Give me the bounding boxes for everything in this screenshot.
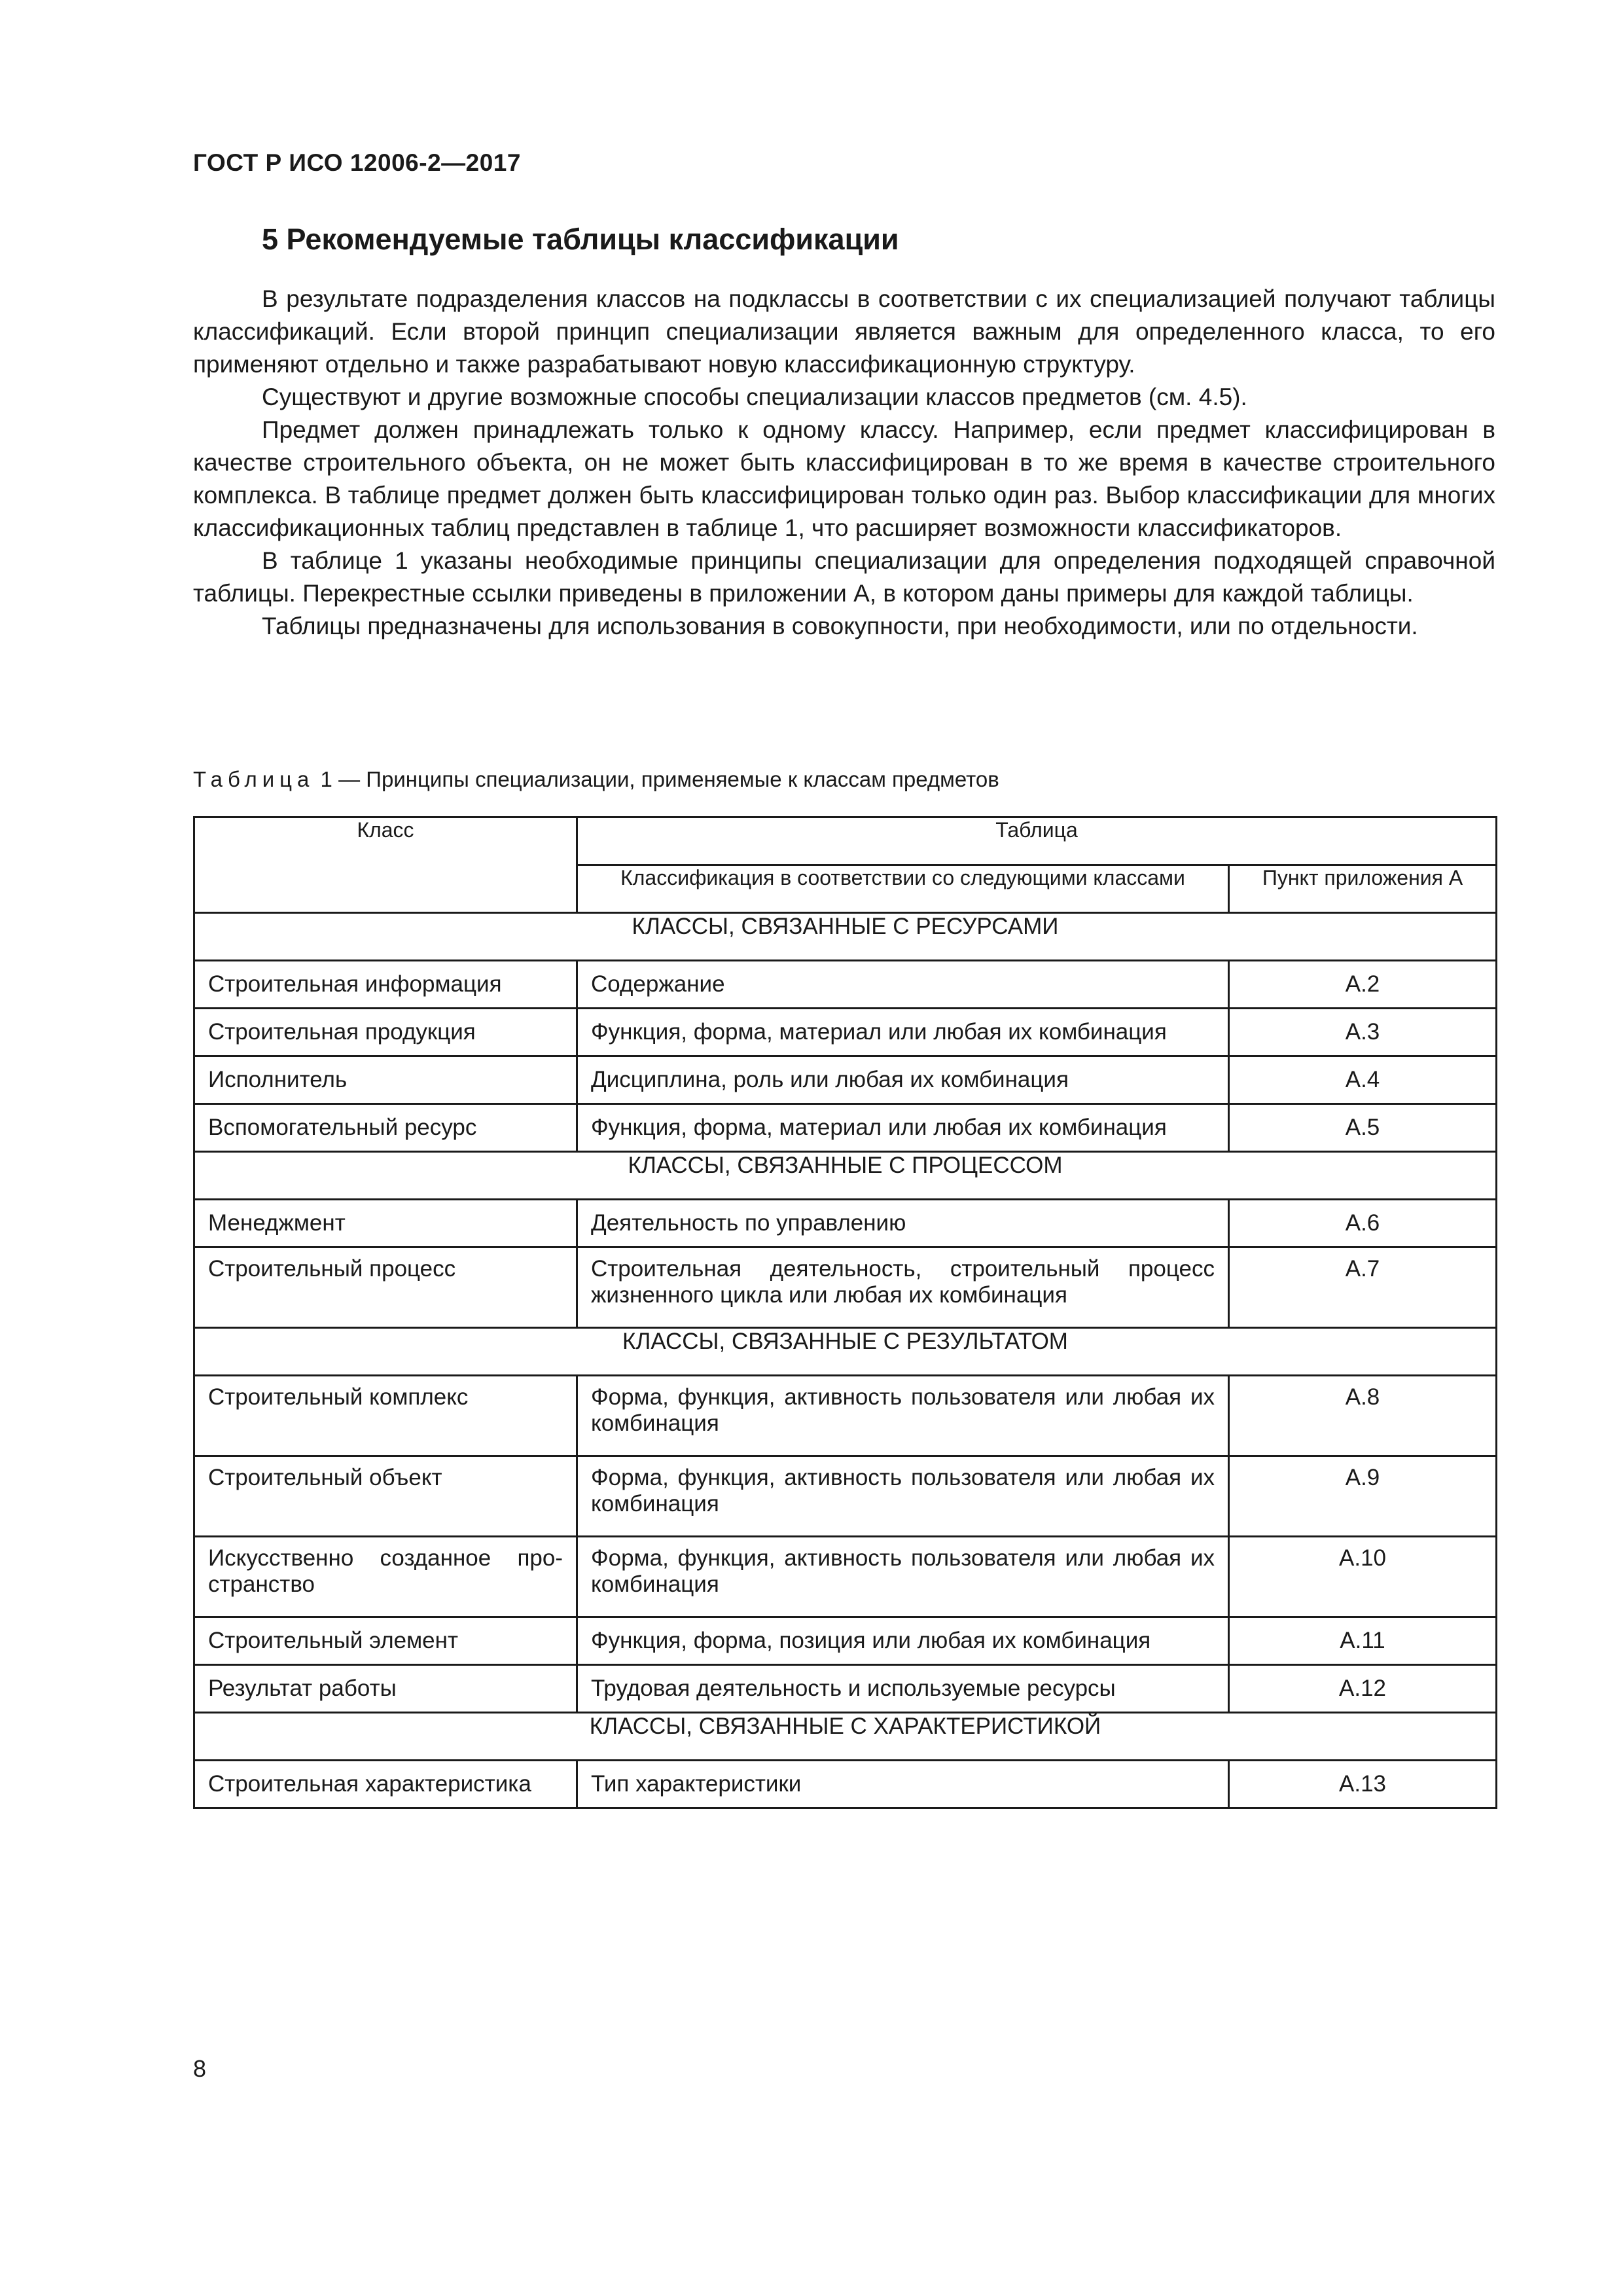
body-text <box>193 283 1495 643</box>
cell-principle: Форма, функция, активность пользователя или любая их комбинация <box>577 1537 1229 1617</box>
header-annex: Пункт приложения А <box>1229 865 1497 913</box>
header-table: Таблица <box>577 817 1497 865</box>
cell-annex: A.9 <box>1229 1456 1497 1537</box>
group-title: КЛАССЫ, СВЯЗАННЫЕ С РЕСУРСАМИ <box>194 913 1497 961</box>
cell-class: Строительный процесс <box>194 1247 577 1328</box>
cell-annex: A.6 <box>1229 1200 1497 1247</box>
table-row <box>194 1761 1497 1808</box>
cell-principle: Форма, функция, активность пользователя или любая их комбинация <box>577 1456 1229 1537</box>
paragraph: В таблице 1 указаны необходимые принципы специализации для определения подходящей справочной таблицы. Перекрестные ссылки приведены в приложении А, в котором даны примеры для каждой таблицы. <box>193 547 1495 607</box>
cell-annex: A.7 <box>1229 1247 1497 1328</box>
cell-class: Строительная продукция <box>194 1009 577 1056</box>
cell-annex: A.8 <box>1229 1376 1497 1456</box>
cell-class: Исполнитель <box>194 1056 577 1104</box>
cell-class: Строительный объект <box>194 1456 577 1537</box>
cell-principle: Деятельность по управлению <box>577 1200 1229 1247</box>
table-caption-text: 1 — Принципы специализации, применяемые к классам предметов <box>314 767 999 791</box>
cell-class: Строительный элемент <box>194 1617 577 1665</box>
cell-class: Вспомогательный ресурс <box>194 1104 577 1152</box>
cell-class: Строительная характеристика <box>194 1761 577 1808</box>
table-row <box>194 1456 1497 1537</box>
header-class: Класс <box>194 817 577 913</box>
group-row <box>194 913 1497 961</box>
cell-class: Искусственно созданное пространство <box>194 1537 577 1617</box>
table-caption <box>193 767 999 792</box>
table-row <box>194 1665 1497 1713</box>
paragraph: Таблицы предназначены для использования в совокупности, при необходимости, или по отдельности. <box>262 613 1418 639</box>
cell-annex: A.13 <box>1229 1761 1497 1808</box>
section-title: 5 Рекомендуемые таблицы классификации <box>262 223 899 256</box>
cell-annex: A.10 <box>1229 1537 1497 1617</box>
cell-principle: Дисциплина, роль или любая их комбинация <box>577 1056 1229 1104</box>
table-row <box>194 1617 1497 1665</box>
cell-class: Менеджмент <box>194 1200 577 1247</box>
cell-class: Строительная информация <box>194 961 577 1009</box>
cell-annex: A.11 <box>1229 1617 1497 1665</box>
table-row <box>194 1104 1497 1152</box>
paragraph: В результате подразделения классов на подклассы в соответствии с их специализацией получают таблицы классификаций. Если второй принцип специализации является важным для определенного класса, то его применяют отдельно и также разрабатывают новую классификационную структуру. <box>193 285 1495 378</box>
classification-table <box>193 816 1497 1809</box>
table-row <box>194 1200 1497 1247</box>
table-row <box>194 1537 1497 1617</box>
page-number: 8 <box>193 2055 207 2082</box>
cell-annex: A.5 <box>1229 1104 1497 1152</box>
cell-annex: A.4 <box>1229 1056 1497 1104</box>
paragraph: Предмет должен принадлежать только к одному классу. Например, если предмет классифицирован в качестве строительного объекта, он не может быть классифицирован в то же время в качестве строительного комплекса. В таблице предмет должен быть классифицирован только один раз. Выбор классификации для многих классификационных таблиц представлен в таблице 1, что расширяет возможности классификаторов. <box>193 416 1495 541</box>
cell-annex: A.12 <box>1229 1665 1497 1713</box>
cell-class: Результат работы <box>194 1665 577 1713</box>
group-row <box>194 1328 1497 1376</box>
cell-annex: A.2 <box>1229 961 1497 1009</box>
table-row <box>194 1056 1497 1104</box>
cell-principle: Тип характеристики <box>577 1761 1229 1808</box>
table-row <box>194 961 1497 1009</box>
group-row <box>194 1152 1497 1200</box>
cell-principle: Функция, форма, материал или любая их комбинация <box>577 1104 1229 1152</box>
table-row <box>194 1247 1497 1328</box>
header-classification: Классификация в соответствии со следующими классами <box>577 865 1229 913</box>
group-row <box>194 1713 1497 1761</box>
cell-principle: Содержание <box>577 961 1229 1009</box>
cell-principle: Строительная деятельность, строительный процесс жизненного цикла или любая их комбинация <box>577 1247 1229 1328</box>
cell-principle: Функция, форма, материал или любая их комбинация <box>577 1009 1229 1056</box>
table-row <box>194 1009 1497 1056</box>
group-title: КЛАССЫ, СВЯЗАННЫЕ С ХАРАКТЕРИСТИКОЙ <box>194 1713 1497 1761</box>
group-title: КЛАССЫ, СВЯЗАННЫЕ С РЕЗУЛЬТАТОМ <box>194 1328 1497 1376</box>
table-row <box>194 1376 1497 1456</box>
cell-principle: Функция, форма, позиция или любая их комбинация <box>577 1617 1229 1665</box>
table-caption-label: Таблица <box>193 767 315 791</box>
paragraph: Существуют и другие возможные способы специализации классов предметов (см. 4.5). <box>262 384 1247 410</box>
cell-class: Строительный комплекс <box>194 1376 577 1456</box>
cell-principle: Трудовая деятельность и используемые ресурсы <box>577 1665 1229 1713</box>
cell-principle: Форма, функция, активность пользователя или любая их комбинация <box>577 1376 1229 1456</box>
document-header: ГОСТ Р ИСО 12006-2—2017 <box>193 149 521 176</box>
group-title: КЛАССЫ, СВЯЗАННЫЕ С ПРОЦЕССОМ <box>194 1152 1497 1200</box>
cell-annex: A.3 <box>1229 1009 1497 1056</box>
